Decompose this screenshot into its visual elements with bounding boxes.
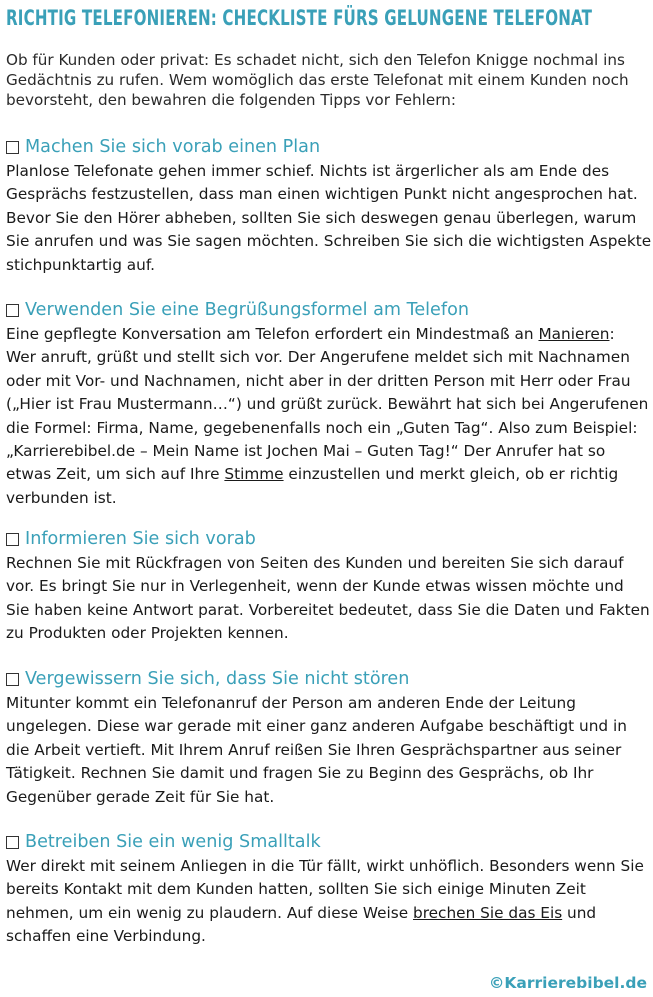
section-heading-text: Machen Sie sich vorab einen Plan <box>25 137 321 157</box>
section-body <box>6 692 651 809</box>
body-line: Bevor Sie den Hörer abheben, sollten Sie sich deswegen genau überlegen, warum <box>6 208 637 227</box>
body-text: etwas Zeit, um sich auf Ihre <box>6 465 225 484</box>
body-line: Sie haben keine Antwort parat. Vorbereitet bedeutet, dass Sie die Daten und Fakten <box>6 600 650 619</box>
intro-line: Ob für Kunden oder privat: Es schadet nicht, sich den Telefon Knigge nochmal ins <box>6 51 625 69</box>
section-heading-text: Vergewissern Sie sich, dass Sie nicht stören <box>25 669 410 689</box>
body-line: verbunden ist. <box>6 488 117 507</box>
eis-brechen-link[interactable]: brechen Sie das Eis <box>412 903 563 922</box>
checkbox-icon[interactable] <box>6 533 19 546</box>
body-line: „Karrierebibel.de – Mein Name ist Jochen Mai – Guten Tag!“ Der Anrufer hat so <box>6 442 606 461</box>
checkbox-icon[interactable] <box>6 141 19 154</box>
body-line: Gesprächs festzustellen, dass man einen wichtigen Punkt nicht angesprochen hat. <box>6 185 638 204</box>
body-line: Gegenüber gerade Zeit für Sie hat. <box>6 787 275 806</box>
intro-line: bevorsteht, den bewahren die folgenden Tipps vor Fehlern: <box>6 91 456 109</box>
body-line: die Formel: Firma, Name, gegebenenfalls noch ein „Guten Tag“. Also zum Beispiel: <box>6 418 638 437</box>
section-heading <box>6 134 651 160</box>
section-heading <box>6 829 651 855</box>
section-body <box>6 855 651 949</box>
body-line: Planlose Telefonate gehen immer schief. Nichts ist ärgerlicher als am Ende des <box>6 162 610 180</box>
body-line: schaffen eine Verbindung. <box>6 927 206 946</box>
manieren-link[interactable]: Manieren <box>538 325 610 343</box>
section-heading-text: Informieren Sie sich vorab <box>25 529 256 549</box>
intro-line: Gedächtnis zu rufen. Wem womöglich das erste Telefonat mit einem Kunden noch <box>6 71 629 89</box>
body-line: die Arbeit vertieft. Mit Ihrem Anruf reißen Sie Ihren Gesprächspartner aus seiner <box>6 740 622 759</box>
stimme-link[interactable]: Stimme <box>224 465 284 484</box>
body-text: und <box>562 903 597 922</box>
checklist-item-inform <box>6 526 651 646</box>
checklist-item-disturb <box>6 666 651 809</box>
body-line <box>6 902 651 925</box>
section-heading-text: Verwenden Sie eine Begrüßungsformel am Telefon <box>25 300 469 320</box>
copyright-credit: ©Karrierebibel.de <box>488 974 647 992</box>
body-line: („Hier ist Frau Mustermann…“) und grüßt zurück. Bewährt hat sich bei Angerufenen <box>6 395 649 414</box>
body-line: Sie anrufen und was Sie sagen möchten. Schreiben Sie sich die wichtigsten Aspekte <box>6 232 652 251</box>
page-title: RICHTIG TELEFONIEREN: CHECKLISTE FÜRS GELUNGENE TELEFONAT <box>6 6 593 30</box>
section-heading <box>6 666 651 692</box>
body-line: Wer anruft, grüßt und stellt sich vor. Der Angerufene meldet sich mit Nachnamen <box>6 348 630 367</box>
section-body <box>6 160 651 277</box>
body-line: oder mit Vor- und Nachnamen, nicht aber in der dritten Person mit Herr oder Frau <box>6 371 631 390</box>
body-text: nehmen, um ein wenig zu plaudern. Auf diese Weise <box>6 903 413 922</box>
section-heading-text: Betreiben Sie ein wenig Smalltalk <box>25 832 321 852</box>
body-line: Rechnen Sie mit Rückfragen von Seiten des Kunden und bereiten Sie sich darauf <box>6 554 624 572</box>
body-text: : <box>609 325 615 343</box>
body-line <box>6 323 651 346</box>
body-text: Eine gepflegte Konversation am Telefon erfordert ein Mindestmaß an <box>6 325 539 343</box>
section-body <box>6 323 651 510</box>
intro-paragraph <box>6 50 646 110</box>
body-line: Tätigkeit. Rechnen Sie damit und fragen Sie zu Beginn des Gesprächs, ob Ihr <box>6 764 594 783</box>
checklist-item-plan <box>6 134 651 277</box>
section-heading <box>6 297 651 323</box>
checkbox-icon[interactable] <box>6 673 19 686</box>
checkbox-icon[interactable] <box>6 836 19 849</box>
body-line: Mitunter kommt ein Telefonanruf der Person am anderen Ende der Leitung <box>6 694 576 712</box>
section-body <box>6 552 651 646</box>
body-line: zu Produkten oder Projekten kennen. <box>6 624 289 643</box>
body-text: einzustellen und merkt gleich, ob er richtig <box>283 465 619 484</box>
body-line: vor. Es bringt Sie nur in Verlegenheit, wenn der Kunde etwas wissen möchte und <box>6 577 624 596</box>
body-line: bereits Kontakt mit dem Kunden hatten, sollten Sie sich einige Minuten Zeit <box>6 880 586 899</box>
section-heading <box>6 526 651 552</box>
body-line: ungelegen. Diese war gerade mit einer ganz anderen Aufgabe beschäftigt und in <box>6 717 627 736</box>
body-line: Wer direkt mit seinem Anliegen in die Tür fällt, wirkt unhöflich. Besonders wenn Sie <box>6 857 644 875</box>
body-line <box>6 463 651 486</box>
checklist-item-greeting <box>6 297 651 510</box>
body-line: stichpunktartig auf. <box>6 255 155 274</box>
checklist-item-smalltalk <box>6 829 651 949</box>
checkbox-icon[interactable] <box>6 304 19 317</box>
